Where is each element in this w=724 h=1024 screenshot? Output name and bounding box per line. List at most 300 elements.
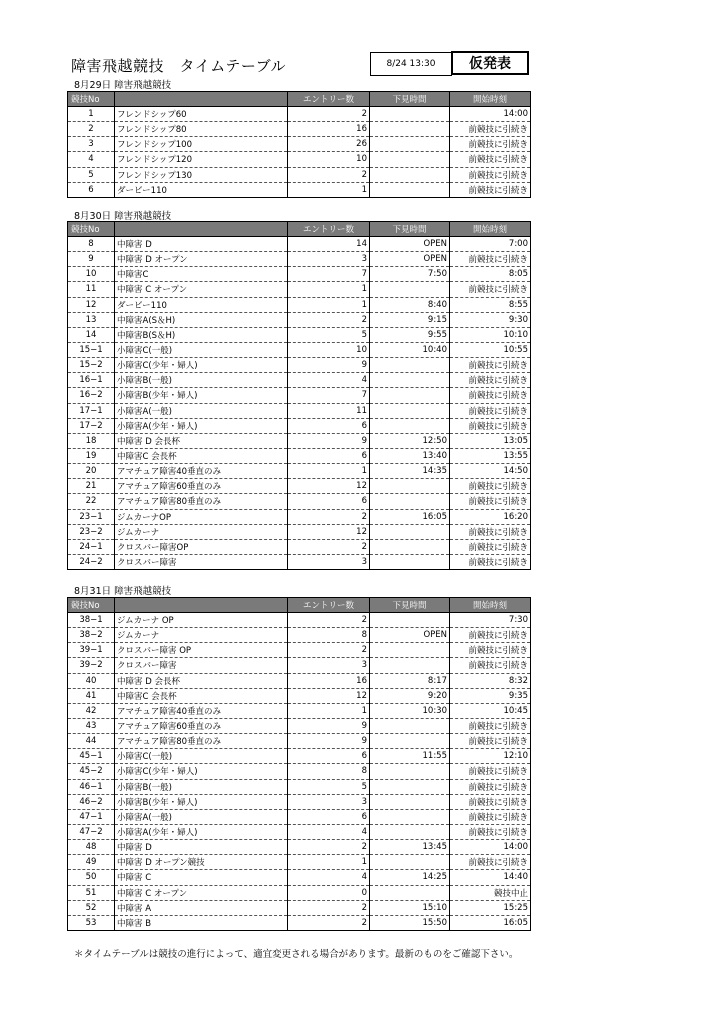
start-time: 競技中止 xyxy=(450,885,531,900)
column-header-start: 開始時刻 xyxy=(450,92,531,107)
start-time: 前競技に引続き xyxy=(450,718,531,733)
start-time: 14:00 xyxy=(450,840,531,855)
event-no: 45−2 xyxy=(68,764,115,779)
start-time: 7:30 xyxy=(450,613,531,628)
event-no: 46−1 xyxy=(68,779,115,794)
table-row xyxy=(68,613,531,628)
event-name: 小障害B(少年・婦人) xyxy=(115,388,288,403)
entry-count: 5 xyxy=(288,327,370,342)
event-name: 中障害C 会長杯 xyxy=(115,448,288,463)
start-time: 8:05 xyxy=(450,267,531,282)
start-time: 9:35 xyxy=(450,688,531,703)
course-walk-time: 10:40 xyxy=(370,342,450,357)
entry-count: 1 xyxy=(288,703,370,718)
event-no: 17−2 xyxy=(68,418,115,433)
course-walk-time xyxy=(370,152,450,167)
event-name: ジムカーナ OP xyxy=(115,613,288,628)
course-walk-time: 14:25 xyxy=(370,870,450,885)
event-name: 中障害 D xyxy=(115,237,288,252)
event-no: 13 xyxy=(68,312,115,327)
course-walk-time: OPEN xyxy=(370,628,450,643)
entry-count: 12 xyxy=(288,688,370,703)
course-walk-time: 16:05 xyxy=(370,509,450,524)
table-row xyxy=(68,494,531,509)
event-no: 21 xyxy=(68,479,115,494)
start-time: 14:40 xyxy=(450,870,531,885)
course-walk-time xyxy=(370,554,450,569)
table-row xyxy=(68,448,531,463)
entry-count: 1 xyxy=(288,282,370,297)
table-row xyxy=(68,327,531,342)
start-time: 9:30 xyxy=(450,312,531,327)
event-name: アマチュア障害80垂直のみ xyxy=(115,494,288,509)
event-no: 12 xyxy=(68,297,115,312)
course-walk-time xyxy=(370,658,450,673)
event-no: 8 xyxy=(68,237,115,252)
timetable-aug29 xyxy=(67,91,531,198)
entry-count: 7 xyxy=(288,388,370,403)
entry-count: 14 xyxy=(288,237,370,252)
course-walk-time xyxy=(370,479,450,494)
column-header-no: 競技No xyxy=(68,222,115,237)
start-time: 前競技に引続き xyxy=(450,137,531,152)
entry-count: 10 xyxy=(288,152,370,167)
entry-count: 3 xyxy=(288,554,370,569)
event-no: 45−1 xyxy=(68,749,115,764)
column-header-course-walk: 下見時間 xyxy=(370,92,450,107)
event-name: 中障害C 会長杯 xyxy=(115,688,288,703)
event-no: 16−2 xyxy=(68,388,115,403)
event-name: フレンドシップ130 xyxy=(115,167,288,182)
start-time: 前競技に引続き xyxy=(450,373,531,388)
table-row xyxy=(68,182,531,197)
course-walk-time xyxy=(370,539,450,554)
event-no: 49 xyxy=(68,855,115,870)
event-name: フレンドシップ60 xyxy=(115,107,288,122)
event-no: 42 xyxy=(68,703,115,718)
event-no: 51 xyxy=(68,885,115,900)
date-box: 8/24 13:30 xyxy=(370,52,452,76)
start-time: 前競技に引続き xyxy=(450,539,531,554)
event-no: 15−1 xyxy=(68,342,115,357)
event-no: 17−1 xyxy=(68,403,115,418)
event-no: 44 xyxy=(68,734,115,749)
event-name: ジムカーナ xyxy=(115,524,288,539)
event-name: ジムカーナ xyxy=(115,628,288,643)
table-row xyxy=(68,388,531,403)
start-time: 前競技に引続き xyxy=(450,122,531,137)
event-name: 中障害 D オープン xyxy=(115,252,288,267)
event-name: クロスバー障害 xyxy=(115,658,288,673)
course-walk-time xyxy=(370,524,450,539)
entry-count: 9 xyxy=(288,433,370,448)
event-no: 46−2 xyxy=(68,794,115,809)
start-time: 前競技に引続き xyxy=(450,182,531,197)
table-row xyxy=(68,885,531,900)
table-row xyxy=(68,107,531,122)
start-time: 前競技に引続き xyxy=(450,764,531,779)
start-time: 前競技に引続き xyxy=(450,282,531,297)
provisional-tag: 仮発表 xyxy=(451,51,529,75)
table-row xyxy=(68,870,531,885)
start-time: 10:10 xyxy=(450,327,531,342)
entry-count: 2 xyxy=(288,539,370,554)
start-time: 16:20 xyxy=(450,509,531,524)
course-walk-time xyxy=(370,494,450,509)
table-row xyxy=(68,479,531,494)
event-no: 50 xyxy=(68,870,115,885)
event-no: 1 xyxy=(68,107,115,122)
start-time: 前競技に引続き xyxy=(450,252,531,267)
course-walk-time xyxy=(370,613,450,628)
table-row xyxy=(68,342,531,357)
event-no: 19 xyxy=(68,448,115,463)
event-no: 24−2 xyxy=(68,554,115,569)
event-no: 4 xyxy=(68,152,115,167)
event-no: 15−2 xyxy=(68,358,115,373)
table-row xyxy=(68,464,531,479)
course-walk-time xyxy=(370,373,450,388)
event-name: 小障害C(少年・婦人) xyxy=(115,358,288,373)
entry-count: 6 xyxy=(288,448,370,463)
entry-count: 16 xyxy=(288,673,370,688)
column-header-entries: エントリー数 xyxy=(288,598,370,613)
start-time: 前競技に引続き xyxy=(450,152,531,167)
event-name: 中障害 D 会長杯 xyxy=(115,673,288,688)
course-walk-time xyxy=(370,824,450,839)
table-header-row xyxy=(68,598,531,613)
table-row xyxy=(68,267,531,282)
entry-count: 1 xyxy=(288,297,370,312)
footnote: ＊タイムテーブルは競技の進行によって、適宜変更される場合があります。最新のものをご確認下さい。 xyxy=(74,949,519,960)
entry-count: 0 xyxy=(288,885,370,900)
event-no: 22 xyxy=(68,494,115,509)
start-time: 前競技に引続き xyxy=(450,524,531,539)
column-header-start: 開始時刻 xyxy=(450,222,531,237)
table-row xyxy=(68,167,531,182)
entry-count: 12 xyxy=(288,479,370,494)
start-time: 前競技に引続き xyxy=(450,167,531,182)
event-name: 中障害C xyxy=(115,267,288,282)
table-row xyxy=(68,373,531,388)
entry-count: 6 xyxy=(288,418,370,433)
entry-count: 1 xyxy=(288,182,370,197)
column-header-name xyxy=(115,222,288,237)
event-name: 小障害C(少年・婦人) xyxy=(115,764,288,779)
course-walk-time xyxy=(370,779,450,794)
event-no: 40 xyxy=(68,673,115,688)
event-name: 小障害A(一般) xyxy=(115,809,288,824)
start-time: 前競技に引続き xyxy=(450,824,531,839)
timetable-aug31 xyxy=(67,597,531,931)
event-name: 中障害 D xyxy=(115,840,288,855)
column-header-entries: エントリー数 xyxy=(288,222,370,237)
entry-count: 9 xyxy=(288,734,370,749)
entry-count: 2 xyxy=(288,643,370,658)
event-no: 39−1 xyxy=(68,643,115,658)
course-walk-time: 11:55 xyxy=(370,749,450,764)
entry-count: 4 xyxy=(288,373,370,388)
event-no: 43 xyxy=(68,718,115,733)
course-walk-time xyxy=(370,809,450,824)
entry-count: 8 xyxy=(288,628,370,643)
table-row xyxy=(68,539,531,554)
start-time: 13:55 xyxy=(450,448,531,463)
start-time: 10:45 xyxy=(450,703,531,718)
event-name: 小障害B(少年・婦人) xyxy=(115,794,288,809)
entry-count: 3 xyxy=(288,252,370,267)
event-no: 38−1 xyxy=(68,613,115,628)
table-row xyxy=(68,840,531,855)
entry-count: 10 xyxy=(288,342,370,357)
table-row xyxy=(68,658,531,673)
entry-count: 2 xyxy=(288,613,370,628)
start-time: 前競技に引続き xyxy=(450,734,531,749)
course-walk-time: 15:50 xyxy=(370,915,450,930)
start-time: 13:05 xyxy=(450,433,531,448)
course-walk-time xyxy=(370,418,450,433)
entry-count: 16 xyxy=(288,122,370,137)
start-time: 前競技に引続き xyxy=(450,388,531,403)
table-row xyxy=(68,122,531,137)
event-no: 47−2 xyxy=(68,824,115,839)
event-name: 小障害B(一般) xyxy=(115,779,288,794)
event-name: アマチュア障害80垂直のみ xyxy=(115,734,288,749)
entry-count: 4 xyxy=(288,824,370,839)
course-walk-time xyxy=(370,167,450,182)
course-walk-time: 8:17 xyxy=(370,673,450,688)
course-walk-time xyxy=(370,718,450,733)
entry-count: 2 xyxy=(288,840,370,855)
entry-count: 3 xyxy=(288,794,370,809)
entry-count: 8 xyxy=(288,764,370,779)
table-row xyxy=(68,749,531,764)
event-name: 中障害 C オープン xyxy=(115,885,288,900)
event-name: 中障害 C オープン xyxy=(115,282,288,297)
table-row xyxy=(68,688,531,703)
entry-count: 5 xyxy=(288,779,370,794)
table-row xyxy=(68,358,531,373)
table-row xyxy=(68,734,531,749)
course-walk-time xyxy=(370,282,450,297)
entry-count: 11 xyxy=(288,403,370,418)
section-title: 8月30日 障害飛越競技 xyxy=(74,211,172,222)
entry-count: 6 xyxy=(288,494,370,509)
table-row xyxy=(68,915,531,930)
entry-count: 9 xyxy=(288,718,370,733)
course-walk-time xyxy=(370,107,450,122)
start-time: 前競技に引続き xyxy=(450,479,531,494)
event-name: ジムカーナOP xyxy=(115,509,288,524)
entry-count: 26 xyxy=(288,137,370,152)
column-header-course-walk: 下見時間 xyxy=(370,222,450,237)
start-time: 前競技に引続き xyxy=(450,658,531,673)
course-walk-time xyxy=(370,137,450,152)
column-header-name xyxy=(115,598,288,613)
start-time: 前競技に引続き xyxy=(450,779,531,794)
course-walk-time xyxy=(370,855,450,870)
table-row xyxy=(68,824,531,839)
event-name: 中障害 C xyxy=(115,870,288,885)
event-no: 23−1 xyxy=(68,509,115,524)
event-name: アマチュア障害60垂直のみ xyxy=(115,479,288,494)
event-name: フレンドシップ80 xyxy=(115,122,288,137)
table-row xyxy=(68,673,531,688)
table-row xyxy=(68,137,531,152)
event-name: ダービー110 xyxy=(115,182,288,197)
event-name: 中障害 B xyxy=(115,915,288,930)
course-walk-time: OPEN xyxy=(370,252,450,267)
table-row xyxy=(68,152,531,167)
start-time: 前競技に引続き xyxy=(450,403,531,418)
course-walk-time xyxy=(370,122,450,137)
table-row xyxy=(68,312,531,327)
event-no: 9 xyxy=(68,252,115,267)
entry-count: 2 xyxy=(288,915,370,930)
start-time: 前競技に引続き xyxy=(450,418,531,433)
entry-count: 3 xyxy=(288,658,370,673)
table-row xyxy=(68,433,531,448)
event-no: 14 xyxy=(68,327,115,342)
event-name: アマチュア障害40垂直のみ xyxy=(115,703,288,718)
course-walk-time: 14:35 xyxy=(370,464,450,479)
event-no: 2 xyxy=(68,122,115,137)
start-time: 前競技に引続き xyxy=(450,554,531,569)
table-header-row xyxy=(68,222,531,237)
event-no: 6 xyxy=(68,182,115,197)
start-time: 16:05 xyxy=(450,915,531,930)
entry-count: 2 xyxy=(288,312,370,327)
table-row xyxy=(68,900,531,915)
event-no: 53 xyxy=(68,915,115,930)
start-time: 前競技に引続き xyxy=(450,855,531,870)
entry-count: 2 xyxy=(288,900,370,915)
course-walk-time xyxy=(370,885,450,900)
event-name: フレンドシップ120 xyxy=(115,152,288,167)
event-no: 11 xyxy=(68,282,115,297)
entry-count: 6 xyxy=(288,809,370,824)
table-row xyxy=(68,524,531,539)
table-row xyxy=(68,703,531,718)
event-name: 中障害 A xyxy=(115,900,288,915)
start-time: 前競技に引続き xyxy=(450,794,531,809)
table-header-row xyxy=(68,92,531,107)
entry-count: 9 xyxy=(288,358,370,373)
course-walk-time xyxy=(370,794,450,809)
start-time: 前競技に引続き xyxy=(450,628,531,643)
course-walk-time xyxy=(370,358,450,373)
course-walk-time: 9:20 xyxy=(370,688,450,703)
entry-count: 2 xyxy=(288,167,370,182)
table-row xyxy=(68,554,531,569)
event-no: 5 xyxy=(68,167,115,182)
course-walk-time: 9:55 xyxy=(370,327,450,342)
event-name: クロスバー障害 xyxy=(115,554,288,569)
entry-count: 12 xyxy=(288,524,370,539)
event-name: 小障害A(少年・婦人) xyxy=(115,418,288,433)
event-no: 52 xyxy=(68,900,115,915)
course-walk-time xyxy=(370,734,450,749)
table-row xyxy=(68,418,531,433)
event-no: 41 xyxy=(68,688,115,703)
course-walk-time: 8:40 xyxy=(370,297,450,312)
course-walk-time: 12:50 xyxy=(370,433,450,448)
start-time: 14:00 xyxy=(450,107,531,122)
event-no: 47−1 xyxy=(68,809,115,824)
course-walk-time: 9:15 xyxy=(370,312,450,327)
event-name: アマチュア障害40垂直のみ xyxy=(115,464,288,479)
table-row xyxy=(68,794,531,809)
course-walk-time: 13:40 xyxy=(370,448,450,463)
start-time: 前競技に引続き xyxy=(450,643,531,658)
column-header-no: 競技No xyxy=(68,92,115,107)
table-row xyxy=(68,764,531,779)
course-walk-time: 15:10 xyxy=(370,900,450,915)
entry-count: 2 xyxy=(288,107,370,122)
event-name: クロスバー障害OP xyxy=(115,539,288,554)
table-row xyxy=(68,628,531,643)
column-header-course-walk: 下見時間 xyxy=(370,598,450,613)
event-no: 16−1 xyxy=(68,373,115,388)
event-no: 38−2 xyxy=(68,628,115,643)
table-row xyxy=(68,237,531,252)
table-row xyxy=(68,282,531,297)
event-no: 3 xyxy=(68,137,115,152)
event-no: 10 xyxy=(68,267,115,282)
entry-count: 1 xyxy=(288,464,370,479)
start-time: 14:50 xyxy=(450,464,531,479)
course-walk-time xyxy=(370,403,450,418)
table-row xyxy=(68,718,531,733)
event-name: 小障害A(一般) xyxy=(115,403,288,418)
event-no: 24−1 xyxy=(68,539,115,554)
event-name: 小障害C(一般) xyxy=(115,342,288,357)
entry-count: 7 xyxy=(288,267,370,282)
entry-count: 1 xyxy=(288,855,370,870)
table-row xyxy=(68,252,531,267)
course-walk-time xyxy=(370,764,450,779)
event-name: ダービー110 xyxy=(115,297,288,312)
table-row xyxy=(68,297,531,312)
start-time: 10:55 xyxy=(450,342,531,357)
start-time: 7:00 xyxy=(450,237,531,252)
table-row xyxy=(68,403,531,418)
event-name: 中障害 D 会長杯 xyxy=(115,433,288,448)
timetable-aug30 xyxy=(67,221,531,570)
table-row xyxy=(68,809,531,824)
event-name: 小障害C(一般) xyxy=(115,749,288,764)
section-title: 8月29日 障害飛越競技 xyxy=(74,80,172,91)
start-time: 8:55 xyxy=(450,297,531,312)
start-time: 8:32 xyxy=(450,673,531,688)
event-no: 18 xyxy=(68,433,115,448)
table-row xyxy=(68,779,531,794)
event-name: 小障害B(一般) xyxy=(115,373,288,388)
event-no: 39−2 xyxy=(68,658,115,673)
entry-count: 6 xyxy=(288,749,370,764)
event-no: 23−2 xyxy=(68,524,115,539)
column-header-name xyxy=(115,92,288,107)
table-row xyxy=(68,643,531,658)
table-row xyxy=(68,855,531,870)
document-title: 障害飛越競技 タイムテーブル xyxy=(71,57,287,75)
event-name: クロスバー障害 OP xyxy=(115,643,288,658)
event-name: 中障害 D オープン競技 xyxy=(115,855,288,870)
entry-count: 4 xyxy=(288,870,370,885)
event-name: 中障害B(S＆H) xyxy=(115,327,288,342)
course-walk-time xyxy=(370,182,450,197)
start-time: 12:10 xyxy=(450,749,531,764)
